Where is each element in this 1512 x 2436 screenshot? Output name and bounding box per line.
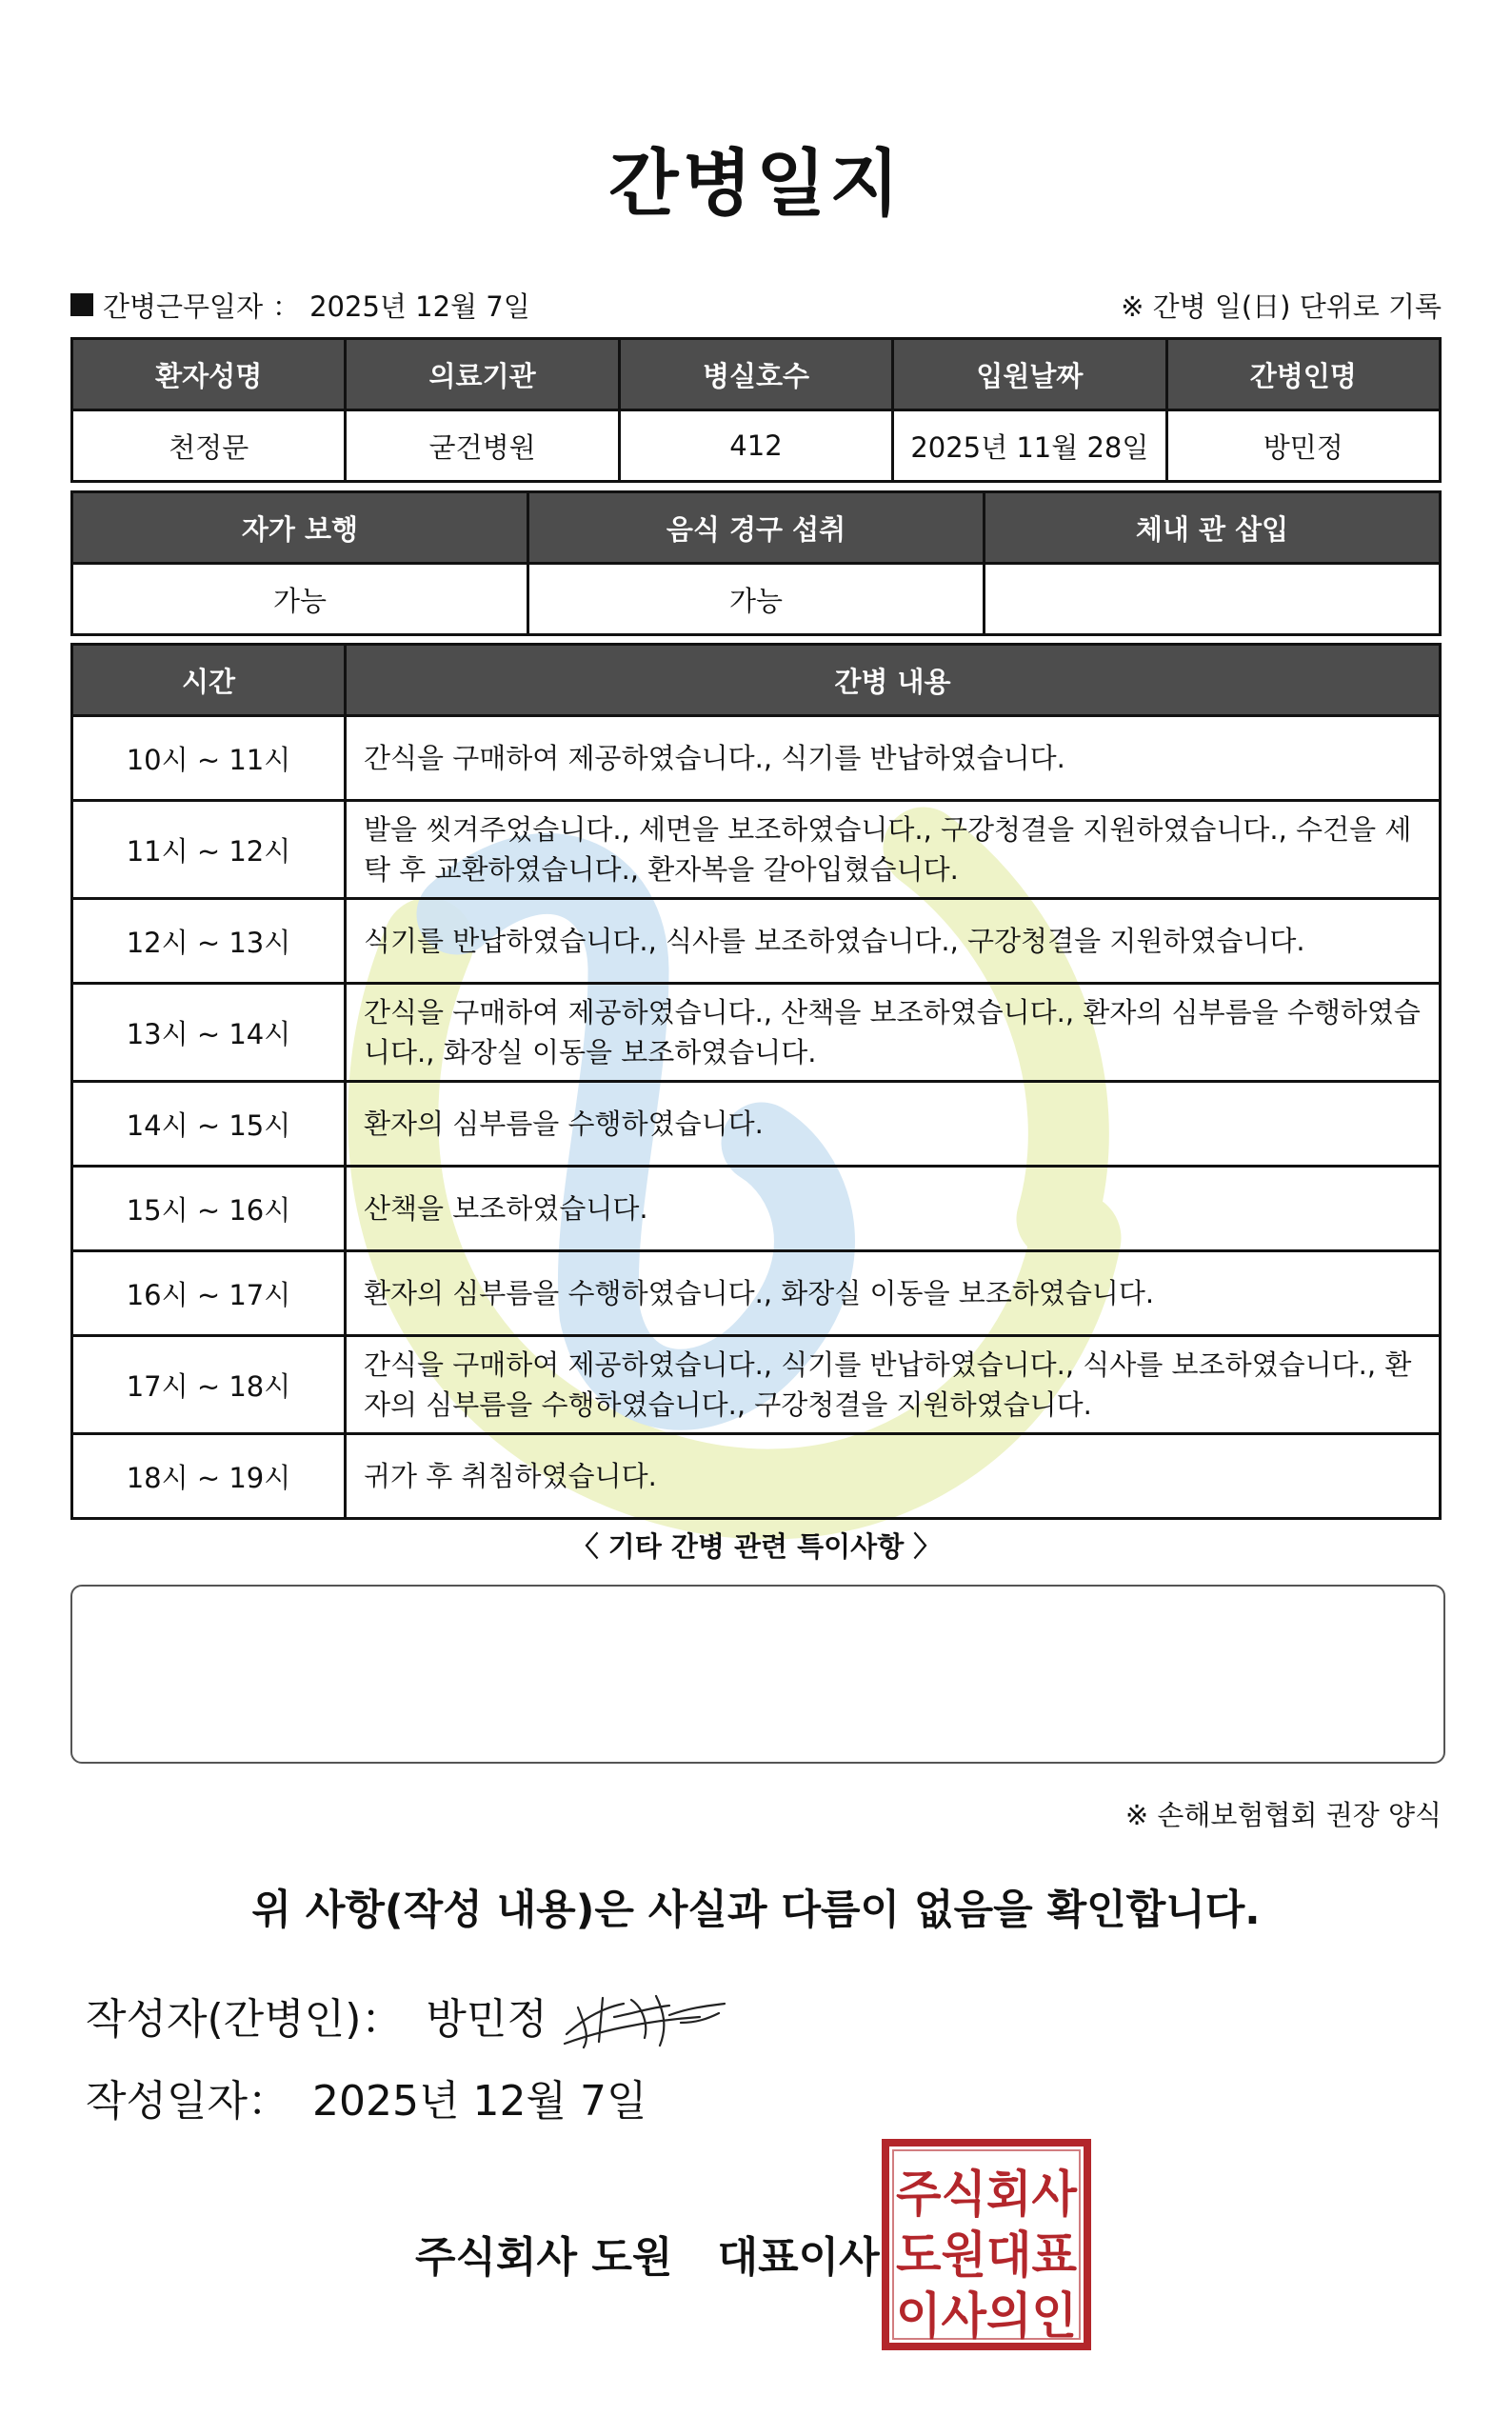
company-name: 주식회사 도원 [415,2233,673,2282]
header-hospital: 의료기관 [346,339,619,410]
log-content: 환자의 심부름을 수행하였습니다., 화장실 이동을 보조하였습니다. [346,1251,1441,1336]
table-header-row [72,492,1441,564]
table-row [72,899,1441,984]
write-date-label: 작성일자： [86,2077,290,2126]
seal-line-3: 이사의인 [896,2288,1077,2346]
write-date-value: 2025년 12월 7일 [312,2077,647,2126]
log-time: 17시 ~ 18시 [72,1336,346,1434]
log-time: 10시 ~ 11시 [72,716,346,801]
document-title: 간병일지 [608,141,904,226]
patient-status-table [70,490,1442,636]
patient-info-table [70,337,1442,483]
log-content: 식기를 반납하였습니다., 식사를 보조하였습니다., 구강청결을 지원하였습니다. [346,899,1441,984]
log-time: 16시 ~ 17시 [72,1251,346,1336]
work-date-label: 간병근무일자 [103,290,264,323]
care-log-table [70,643,1442,1520]
caregiver-name: 방민정 [1166,410,1440,482]
tube-insertion-value [985,564,1441,635]
company-signature-line [415,2223,910,2284]
work-date-value: 2025년 12월 7일 [309,290,530,323]
record-note: ※ 간병 일(日) 단위로 기록 [1121,290,1442,323]
seal-line-1: 주식회사 [896,2166,1078,2224]
log-time: 11시 ~ 12시 [72,801,346,899]
log-content: 발을 씻겨주었습니다., 세면을 보조하였습니다., 구강청결을 지원하였습니다., 수건을 세탁 후 교환하였습니다., 환자복을 갈아입혔습니다. [346,801,1441,899]
table-row [72,1251,1441,1336]
table-header-row [72,645,1441,716]
recommend-note: ※ 손해보험협회 권장 양식 [1124,1799,1442,1831]
log-time: 18시 ~ 19시 [72,1434,346,1519]
table-row [72,716,1441,801]
room-number: 412 [619,410,892,482]
header-time: 시간 [72,645,346,716]
header-oral-intake: 음식 경구 섭취 [528,492,985,564]
log-content: 간식을 구매하여 제공하였습니다., 식기를 반납하였습니다., 식사를 보조하였습니다., 환자의 심부름을 수행하였습니다., 구강청결을 지원하였습니다. [346,1336,1441,1434]
log-content: 간식을 구매하여 제공하였습니다., 식기를 반납하였습니다. [346,716,1441,801]
patient-name: 천정문 [72,410,346,482]
table-row [72,410,1441,482]
oral-intake-value: 가능 [528,564,985,635]
company-seal-stamp [882,2139,1091,2350]
square-bullet-icon [70,293,93,316]
table-header-row [72,339,1441,410]
table-row [72,564,1441,635]
seal-line-2: 도원대표 [896,2227,1077,2285]
notes-box [70,1585,1445,1764]
writer-label: 작성자(간병인)： [86,1995,404,2044]
log-content: 간식을 구매하여 제공하였습니다., 산책을 보조하였습니다., 환자의 심부름을 수행하였습니다., 화장실 이동을 보조하였습니다. [346,984,1441,1082]
header-patient-name: 환자성명 [72,339,346,410]
hospital-name: 굳건병원 [346,410,619,482]
log-time: 13시 ~ 14시 [72,984,346,1082]
log-content: 귀가 후 취침하였습니다. [346,1434,1441,1519]
writer-row [86,1985,547,2046]
header-self-walking: 자가 보행 [72,492,528,564]
header-care-content: 간병 내용 [346,645,1441,716]
admission-date: 2025년 11월 28일 [893,410,1166,482]
log-time: 15시 ~ 16시 [72,1167,346,1251]
log-content: 환자의 심부름을 수행하였습니다. [346,1082,1441,1167]
self-walking-value: 가능 [72,564,528,635]
table-row [72,1167,1441,1251]
header-admission-date: 입원날짜 [893,339,1166,410]
header-room-number: 병실호수 [619,339,892,410]
header-caregiver-name: 간병인명 [1166,339,1440,410]
work-date [70,286,530,325]
meta-row [70,286,1442,324]
header-tube-insertion: 체내 관 삽입 [985,492,1441,564]
table-row [72,1434,1441,1519]
company-role: 대표이사 [717,2233,880,2282]
confirmation-statement: 위 사항(작성 내용)은 사실과 다름이 없음을 확인합니다. [251,1887,1261,1934]
write-date-row [86,2067,647,2127]
notes-section-label: 〈 기타 간병 관련 특이사항 〉 [570,1530,942,1563]
log-time: 14시 ~ 15시 [72,1082,346,1167]
table-row [72,984,1441,1082]
log-content: 산책을 보조하였습니다. [346,1167,1441,1251]
table-row [72,801,1441,899]
writer-name: 방민정 [426,1995,547,2044]
log-time: 12시 ~ 13시 [72,899,346,984]
handwritten-signature [557,1979,728,2055]
work-date-separator: ： [272,290,301,323]
table-row [72,1336,1441,1434]
table-row [72,1082,1441,1167]
